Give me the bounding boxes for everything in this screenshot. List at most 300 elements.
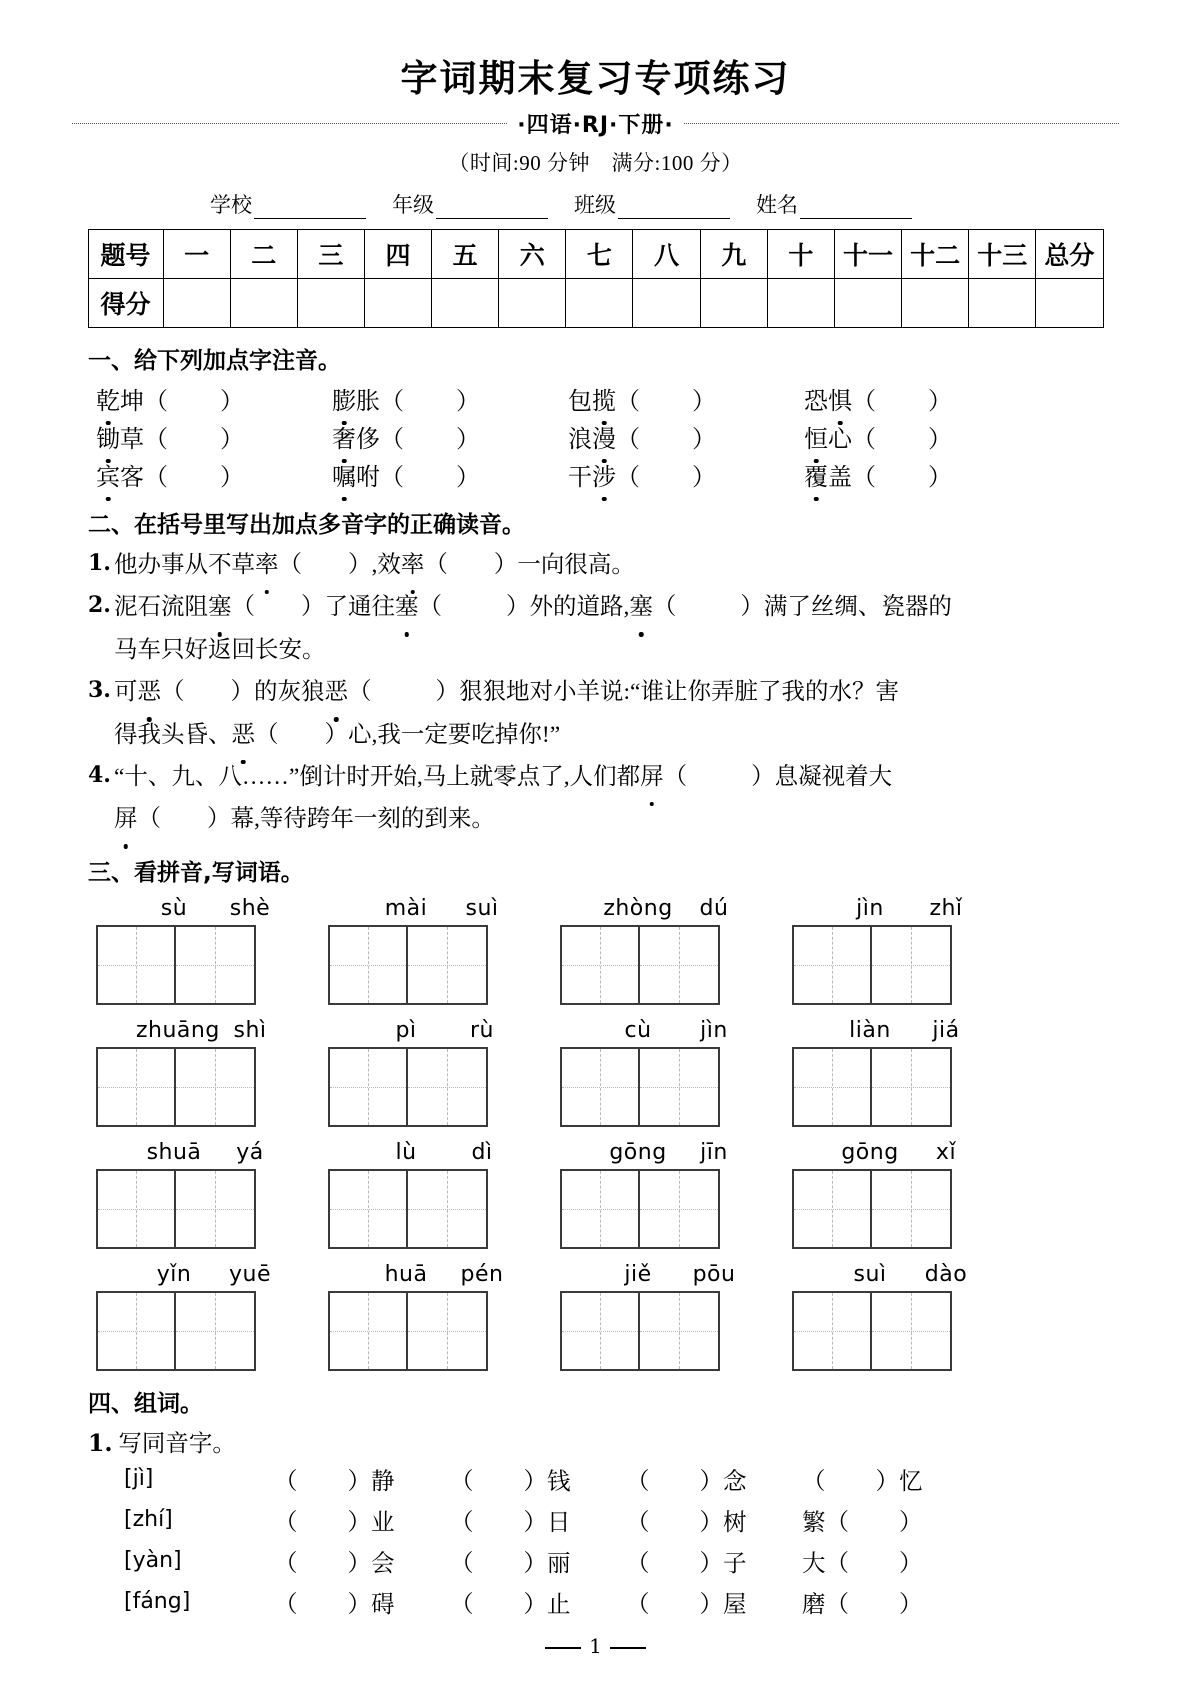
dotted-char: 锄 [96,419,120,454]
pinyin-syllable: yá [236,1139,264,1165]
blank-suffix: ）忆 [875,1468,923,1495]
word-text [568,381,616,416]
pinyin-syllable: liàn [849,1017,891,1043]
pinyin-syllable: suì [465,895,499,921]
dotted-char: 乾 [96,381,120,416]
homophone-row [124,1544,1191,1578]
dotted-char: 涉 [592,457,616,492]
question [88,672,1133,712]
text-run: （ [278,552,302,578]
tianzige-boxes [328,1047,488,1127]
dotted-char: 恶 [232,715,256,755]
score-table-col-header: 四 [364,230,431,279]
pinyin-label [328,893,560,921]
pinyin-grid-item [560,893,792,1005]
footer-rule-right [610,1647,646,1649]
score-table-col-header: 一 [163,230,230,279]
answer-blank[interactable]: （ ） [852,465,952,491]
word-item [332,457,568,492]
blank-suffix: ）止 [523,1591,571,1618]
blank-suffix: ） [899,1550,923,1577]
blank-prefix: （ [274,1509,298,1536]
answer-blank[interactable]: （ ） [616,465,716,491]
pinyin-grid-item [792,893,1024,1005]
page-title: 字词期末复习专项练习 [400,56,791,100]
score-table-score-cell[interactable] [902,279,969,328]
score-table-score-cell[interactable] [969,279,1036,328]
homophone-blank-item[interactable] [450,1585,626,1619]
pinyin-grid-item [96,1259,328,1371]
tianzige-cell[interactable] [792,925,872,1005]
tianzige-cell[interactable] [872,925,952,1005]
text-run: （ [231,594,255,621]
score-table-col-header: 十三 [969,230,1036,279]
char: 浪 [568,427,592,453]
text-run: （ [255,721,279,748]
blank-suffix: ）业 [347,1509,395,1536]
score-table-row-label-score: 得分 [88,279,163,328]
answer-blank[interactable]: （ ） [144,389,244,415]
text-run: （ [418,594,442,621]
pinyin-syllable: shì [233,1017,267,1043]
blank-suffix: ）树 [699,1509,747,1536]
score-table-col-header: 二 [230,230,297,279]
pinyin-label [328,1259,560,1287]
score-table-score-cell[interactable] [432,279,499,328]
tianzige-cell[interactable] [328,1169,408,1249]
pinyin-grid-item [560,1015,792,1127]
blank-suffix: ） [899,1509,923,1536]
text-run: （ [348,679,372,706]
pinyin-label [328,1137,560,1165]
pinyin-syllable: jiá [932,1017,960,1043]
pinyin-grid-item [328,893,560,1005]
pinyin-syllable: suì [853,1261,887,1287]
pinyin-label [792,1259,1024,1287]
word-text [568,419,616,454]
text-run: ）,效 [348,552,401,578]
pinyin-label [560,1137,792,1165]
word-item [96,457,332,492]
text-run: ）狠狠地对小羊说:“谁让你弄脏了我的水？害 [435,679,899,706]
dotted-char: 嘱 [332,457,356,492]
answer-blank[interactable]: （ ） [380,389,480,415]
score-table-score-cell[interactable] [767,279,834,328]
text-run: 泥石流阻 [114,594,208,621]
word-text [332,381,380,416]
pinyin-label [560,893,792,921]
score-table-header-row [88,230,1103,279]
field-school [210,189,366,219]
score-table-score-cell[interactable] [297,279,364,328]
word-item [804,381,1040,416]
tianzige-cell[interactable] [328,1291,408,1371]
tianzige-cell[interactable] [176,925,256,1005]
field-grade [392,189,548,219]
field-grade-blank[interactable] [436,198,548,219]
section-4-sub-question [88,1424,1191,1458]
tianzige-cell[interactable] [176,1169,256,1249]
field-name-blank[interactable] [800,198,912,219]
char: 盖 [828,465,852,491]
pinyin-syllable: gōng [841,1139,899,1165]
pinyin-grid-item [792,1259,1024,1371]
pinyin-syllable: yǐn [156,1261,192,1287]
score-table-col-header: 八 [633,230,700,279]
pinyin-grid-item [328,1259,560,1371]
tianzige-cell[interactable] [560,1291,640,1371]
section-3-pinyin-grids [96,893,1191,1371]
word-item [96,419,332,454]
field-class [574,189,730,219]
sub-question-number: 1. [88,1428,113,1457]
pinyin-label [328,1015,560,1043]
pinyin-syllable: cù [624,1017,652,1043]
homophone-row [124,1503,1191,1537]
homophone-blank-item[interactable] [626,1585,802,1619]
tianzige-boxes [328,1169,488,1249]
blank-prefix: （ [450,1509,474,1536]
tianzige-cell[interactable] [408,1047,488,1127]
tianzige-boxes [792,1291,952,1371]
tianzige-cell[interactable] [560,1047,640,1127]
footer-rule-left [545,1647,581,1649]
homophone-pinyin-key: [fáng] [124,1589,191,1615]
pinyin-grid-row [96,1137,1191,1249]
tianzige-cell[interactable] [96,1291,176,1371]
text-run: ）了通往 [301,594,395,621]
homophone-blank-item[interactable] [274,1544,450,1578]
answer-blank[interactable]: （ ） [852,427,952,453]
tianzige-cell[interactable] [96,925,176,1005]
score-table-score-cell[interactable] [499,279,566,328]
blank-prefix: （ [450,1468,474,1495]
score-table-score-cell[interactable] [230,279,297,328]
blank-prefix: （ [802,1468,826,1495]
homophone-row [124,1462,1191,1496]
blank-suffix: ）日 [523,1509,571,1536]
tianzige-boxes [96,1047,256,1127]
pinyin-syllable: dào [924,1261,968,1287]
dotted-char: 塞 [395,587,419,627]
tianzige-cell[interactable] [792,1169,872,1249]
dotted-char: 膨 [332,381,356,416]
blank-prefix: （ [450,1550,474,1577]
word-text [96,381,144,416]
dotted-char: 恒 [804,419,828,454]
tianzige-cell[interactable] [872,1047,952,1127]
blank-prefix: （ [450,1591,474,1618]
homophone-blank-item[interactable] [626,1462,802,1496]
section-2-questions [88,545,1133,840]
tianzige-cell[interactable] [176,1291,256,1371]
tianzige-cell[interactable] [96,1047,176,1127]
field-school-label: 学校 [210,193,252,217]
answer-blank[interactable]: （ ） [144,427,244,453]
pinyin-syllable: mài [384,895,428,921]
tianzige-boxes [792,1047,952,1127]
pinyin-grid-item [792,1137,1024,1249]
homophone-blank-item[interactable] [274,1503,450,1537]
pinyin-grid-row [96,1015,1191,1127]
char: 客 [120,465,144,491]
word-text [96,419,144,454]
pinyin-syllable: lù [395,1139,417,1165]
tianzige-cell[interactable] [640,1169,720,1249]
word-row [96,457,1131,492]
tianzige-cell[interactable] [792,1291,872,1371]
char: 干 [568,465,592,491]
field-grade-label: 年级 [392,193,434,217]
tianzige-cell[interactable] [408,925,488,1005]
pinyin-label [96,1015,328,1043]
pinyin-grid-item [560,1259,792,1371]
blank-suffix: ）丽 [523,1550,571,1577]
homophone-blank-item[interactable] [802,1462,978,1496]
score-table-score-cell[interactable] [163,279,230,328]
pinyin-syllable: dú [699,895,729,921]
exam-info: （时间:90 分钟 满分:100 分） [448,151,743,175]
dotted-char: 屏 [114,799,138,839]
score-table-score-cell[interactable] [364,279,431,328]
tianzige-boxes [560,1047,720,1127]
pinyin-syllable: pén [460,1261,504,1287]
pinyin-syllable: jīn [700,1139,728,1165]
pinyin-syllable: jìn [700,1017,728,1043]
pinyin-label [560,1259,792,1287]
tianzige-cell[interactable] [408,1169,488,1249]
tianzige-cell[interactable] [560,925,640,1005]
text-run: ）外的道路, [506,594,630,621]
word-item [804,457,1040,492]
char: 恐 [804,389,828,415]
blank-suffix: ）念 [699,1468,747,1495]
dotted-char: 覆 [804,457,828,492]
tianzige-boxes [560,1169,720,1249]
word-text [332,419,380,454]
tianzige-boxes [560,925,720,1005]
homophone-blank-item[interactable] [626,1544,802,1578]
score-table-score-cell[interactable] [566,279,633,328]
tianzige-cell[interactable] [328,925,408,1005]
score-table-row-label-number: 题号 [88,230,163,279]
word-item [96,381,332,416]
text-run: （ [137,806,161,833]
homophone-blank-item[interactable] [802,1585,978,1619]
pinyin-syllable: xǐ [935,1139,957,1165]
blank-suffix: ）子 [699,1550,747,1577]
pinyin-label [560,1015,792,1043]
pinyin-label [792,893,1024,921]
pinyin-grid-item [792,1015,1024,1127]
pinyin-syllable: sù [160,895,188,921]
field-class-blank[interactable] [618,198,730,219]
homophone-blank-item[interactable] [450,1503,626,1537]
answer-blank[interactable]: （ ） [616,389,716,415]
text-run: ）息凝视着大 [751,764,893,791]
homophone-blank-item[interactable] [274,1585,450,1619]
score-table-score-cell[interactable] [834,279,901,328]
question-number: 1. [88,550,111,576]
word-row [96,419,1131,454]
question-text [114,545,1133,585]
tianzige-cell[interactable] [560,1169,640,1249]
pinyin-syllable: shuā [146,1139,202,1165]
score-table-col-header: 十 [767,230,834,279]
text-run: 可 [114,679,138,706]
char: 草 [120,427,144,453]
blank-prefix: （ [626,1550,650,1577]
text-run: （ [652,594,677,621]
subtitle: ·四语·RJ·下册· [507,113,684,138]
score-table-score-cell[interactable] [700,279,767,328]
section-4-title: 四、组词。 [88,1390,203,1417]
question-text [114,630,1133,670]
tianzige-cell[interactable] [328,1047,408,1127]
score-table-score-cell[interactable] [633,279,700,328]
pinyin-syllable: zhuāng [136,1017,220,1043]
word-text [96,457,144,492]
section-4-body [88,1424,1191,1619]
question-number [88,799,114,839]
sub-question-title: 写同音字。 [118,1430,236,1457]
page-footer [0,1634,1191,1658]
tianzige-cell[interactable] [640,1047,720,1127]
score-table-col-header: 九 [700,230,767,279]
text-run: 他办事从不草 [114,552,255,578]
pinyin-grid-item [560,1137,792,1249]
homophone-blank-item[interactable] [450,1462,626,1496]
question-number [88,630,114,670]
pinyin-syllable: jìn [856,895,884,921]
homophone-blank-item[interactable] [802,1544,978,1578]
pinyin-grid-item [96,1015,328,1127]
dotted-char: 揽 [592,381,616,416]
tianzige-cell[interactable] [872,1169,952,1249]
score-table-score-cell[interactable] [1036,279,1103,328]
tianzige-boxes [792,925,952,1005]
tianzige-cell[interactable] [96,1169,176,1249]
score-table-col-header: 七 [566,230,633,279]
answer-blank[interactable]: （ ） [380,427,480,453]
score-table-value-row [88,279,1103,328]
text-run: ）的灰狼 [230,679,325,706]
answer-blank[interactable]: （ ） [144,465,244,491]
word-item [804,419,1040,454]
dotted-char: 恶 [138,672,162,712]
dotted-char: 宾 [96,457,120,492]
student-info-row [0,189,1191,219]
word-text [568,457,616,492]
score-table-col-header: 十二 [902,230,969,279]
word-text [804,419,852,454]
question-continuation [88,630,1133,670]
tianzige-boxes [328,925,488,1005]
subtitle-row [0,108,1191,138]
word-row [96,381,1131,416]
question-continuation [88,715,1133,755]
blank-prefix: （ [626,1468,650,1495]
blank-suffix: ）钱 [523,1468,571,1495]
pinyin-grid-row [96,893,1191,1005]
char: 侈 [356,427,380,453]
pinyin-syllable: huā [384,1261,428,1287]
question-number: 4. [88,762,111,789]
tianzige-boxes [328,1291,488,1371]
tianzige-cell[interactable] [408,1291,488,1371]
char: 心 [828,427,852,453]
answer-blank[interactable]: （ ） [852,389,952,415]
text-run: ）一向很高。 [493,552,635,578]
question-continuation [88,799,1133,839]
score-table-col-header: 六 [499,230,566,279]
tianzige-cell[interactable] [792,1047,872,1127]
pinyin-syllable: pì [395,1017,417,1043]
blank-prefix: 繁（ [802,1509,849,1536]
tianzige-cell[interactable] [640,1291,720,1371]
text-run: （ [663,764,688,791]
answer-blank[interactable]: （ ） [380,465,480,491]
question [88,587,1133,627]
pinyin-label [792,1015,1024,1043]
pinyin-syllable: gōng [609,1139,667,1165]
pinyin-syllable: rù [470,1017,494,1043]
dotted-char: 惧 [828,381,852,416]
homophone-blank-item[interactable] [450,1544,626,1578]
score-table-col-header: 总分 [1036,230,1103,279]
question-text [114,672,1133,712]
score-table-col-header: 三 [297,230,364,279]
pinyin-label [96,1137,328,1165]
tianzige-cell[interactable] [640,925,720,1005]
homophone-blank-item[interactable] [626,1503,802,1537]
homophone-blank-item[interactable] [802,1503,978,1537]
text-run: ）满了丝绸、瓷器的 [740,594,952,621]
word-item [568,419,804,454]
pinyin-label [96,893,328,921]
question-text [114,757,1133,797]
field-school-blank[interactable] [254,198,366,219]
text-run: 得我头昏、 [114,721,232,748]
section-2-title: 二、在括号里写出加点多音字的正确读音。 [88,512,525,538]
text-run: （ [424,552,448,578]
question-text [114,715,1133,755]
homophone-rows [88,1462,1191,1619]
tianzige-cell[interactable] [176,1047,256,1127]
char: 咐 [356,465,380,491]
dotted-char: 恶 [325,672,349,712]
homophone-blank-item[interactable] [274,1462,450,1496]
pinyin-syllable: shè [229,895,271,921]
question-number: 2. [88,592,111,619]
blank-suffix: ）静 [347,1468,395,1495]
score-table-col-header: 五 [432,230,499,279]
question-number: 3. [88,677,111,704]
answer-blank[interactable]: （ ） [616,427,716,453]
dotted-char: 漫 [592,419,616,454]
tianzige-cell[interactable] [872,1291,952,1371]
field-name [756,189,912,219]
homophone-pinyin-key: [yàn] [124,1548,182,1574]
dotted-char: 率 [255,545,279,585]
pinyin-syllable: jiě [624,1261,652,1287]
blank-prefix: （ [626,1509,650,1536]
word-text [332,457,380,492]
section-3-title: 三、看拼音,写词语。 [88,859,304,886]
text-run: ）心,我一定要吃掉你!” [324,721,561,748]
pinyin-label [792,1137,1024,1165]
dotted-char: 塞 [208,587,232,627]
